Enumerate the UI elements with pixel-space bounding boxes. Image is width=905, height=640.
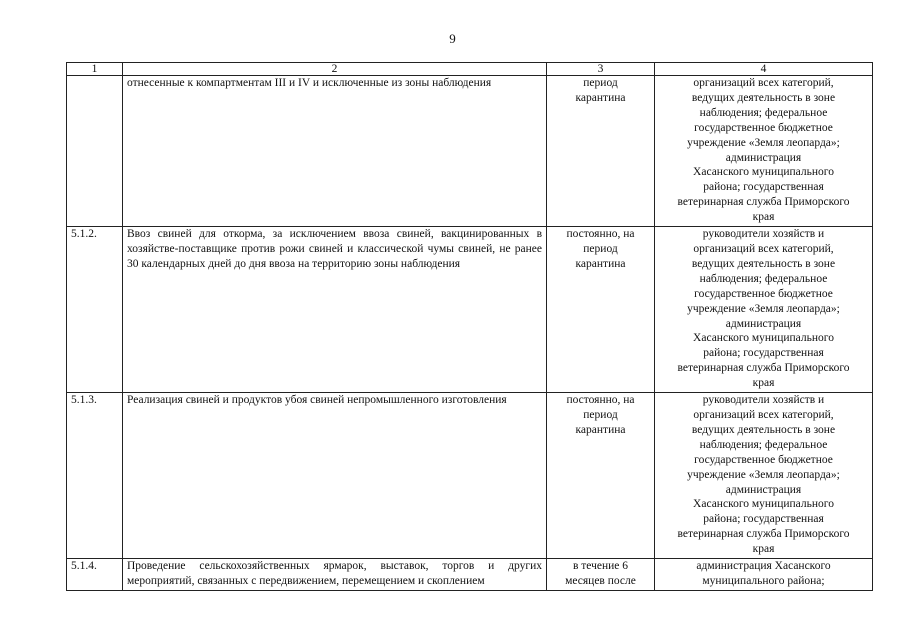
item-number: 5.1.4. (67, 559, 123, 591)
responsible-parties: руководители хозяйств и организаций всех категорий, ведущих деятельность в зоне наблюдения; федеральное государственное бюджетное учреждение «Земля леопарда»; администрация Хасанского муниципального района; государственная ветеринарная служба Приморского края (655, 227, 873, 393)
column-header-3: 3 (547, 63, 655, 76)
table-row (67, 393, 873, 559)
measure-period: постоянно, на период карантина (547, 227, 655, 393)
measure-description: Ввоз свиней для откорма, за исключением ввоза свиней, вакцинированных в хозяйстве-поставщике против рожи свиней и классической чумы свиней, не ранее 30 календарных дней до дня ввоза на территорию зоны наблюдения (123, 227, 547, 393)
table-row (67, 559, 873, 591)
table-row (67, 227, 873, 393)
measure-description: отнесенные к компартментам III и IV и исключенные из зоны наблюдения (123, 76, 547, 227)
item-number: 5.1.2. (67, 227, 123, 393)
column-header-2: 2 (123, 63, 547, 76)
column-header-4: 4 (655, 63, 873, 76)
measure-description: Реализация свиней и продуктов убоя свиней непромышленного изготовления (123, 393, 547, 559)
table-header-row (67, 63, 873, 76)
item-number: 5.1.3. (67, 393, 123, 559)
column-header-1: 1 (67, 63, 123, 76)
responsible-parties: организаций всех категорий, ведущих деятельность в зоне наблюдения; федеральное государственное бюджетное учреждение «Земля леопарда»; администрация Хасанского муниципального района; государственная ветеринарная служба Приморского края (655, 76, 873, 227)
responsible-parties: руководители хозяйств и организаций всех категорий, ведущих деятельность в зоне наблюдения; федеральное государственное бюджетное учреждение «Земля леопарда»; администрация Хасанского муниципального района; государственная ветеринарная служба Приморского края (655, 393, 873, 559)
table-row (67, 76, 873, 227)
item-number (67, 76, 123, 227)
measure-description: Проведение сельскохозяйственных ярмарок, выставок, торгов и других мероприятий, связанных с передвижением, перемещением и скоплением (123, 559, 547, 591)
responsible-parties: администрация Хасанского муниципального района; (655, 559, 873, 591)
measure-period: период карантина (547, 76, 655, 227)
measure-period: в течение 6 месяцев после (547, 559, 655, 591)
measures-table (66, 62, 873, 591)
page-number: 9 (449, 31, 456, 46)
measure-period: постоянно, на период карантина (547, 393, 655, 559)
